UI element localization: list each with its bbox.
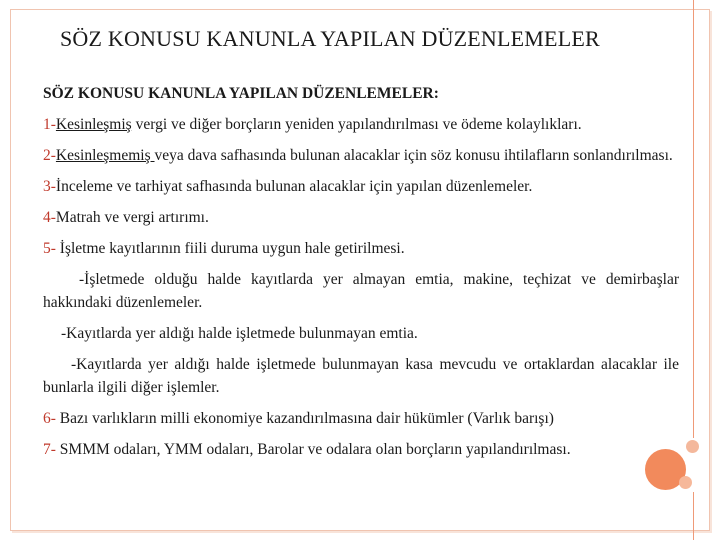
list-item-4 (43, 206, 679, 229)
item-number: 5- (43, 240, 56, 257)
section-heading: SÖZ KONUSU KANUNLA YAPILAN DÜZENLEMELER: (43, 85, 439, 102)
list-item-6 (43, 407, 679, 430)
item-text: SMMM odaları, YMM odaları, Barolar ve odalara olan borçların yapılandırılması. (55, 441, 571, 458)
item-underlined-term: Kesinleşmiş (55, 116, 132, 133)
item-text: veya dava safhasında bulunan alacaklar için söz konusu ihtilafların sonlandırılması. (154, 147, 673, 164)
item-text: İnceleme ve tarhiyat safhasında bulunan alacaklar için yapılan düzenlemeler. (55, 178, 533, 195)
decorative-line-top (693, 0, 694, 438)
list-item-3 (43, 175, 679, 198)
item-number: 6- (43, 410, 56, 427)
item-number: 4- (43, 209, 56, 226)
list-item-5 (43, 237, 679, 260)
item-text: vergi ve diğer borçların yeniden yapılandırılması ve ödeme kolaylıkları. (131, 116, 582, 133)
list-item-1 (43, 113, 679, 136)
decorative-line-bottom (693, 492, 694, 540)
sub-item-2: -Kayıtlarda yer aldığı halde işletmede bulunmayan emtia. (61, 325, 418, 342)
sub-item-1: -İşletmede olduğu halde kayıtlarda yer almayan emtia, makine, teçhizat ve demirbaşlar hakkındaki düzenlemeler. (43, 271, 679, 311)
list-item-7 (43, 438, 679, 461)
decorative-circle-mid (679, 476, 692, 489)
list-item-2 (43, 144, 679, 167)
slide-body (43, 82, 679, 461)
item-number: 3- (43, 178, 56, 195)
item-text: Matrah ve vergi artırımı. (55, 209, 209, 226)
item-number: 1- (43, 116, 56, 133)
item-text: Bazı varlıkların milli ekonomiye kazandırılmasına dair hükümler (Varlık barışı) (55, 410, 554, 427)
decorative-circle-small (686, 440, 699, 453)
item-number: 2- (43, 147, 56, 164)
item-text: İşletme kayıtlarının fiili duruma uygun hale getirilmesi. (55, 240, 405, 257)
sub-item-3: -Kayıtlarda yer aldığı halde işletmede bulunmayan kasa mevcudu ve ortaklardan alacaklar ile bunlarla ilgili diğer işlemler. (43, 356, 679, 396)
item-underlined-term: Kesinleşmemiş (55, 147, 155, 164)
item-number: 7- (43, 441, 56, 458)
slide-title: SÖZ KONUSU KANUNLA YAPILAN DÜZENLEMELER (60, 26, 600, 51)
